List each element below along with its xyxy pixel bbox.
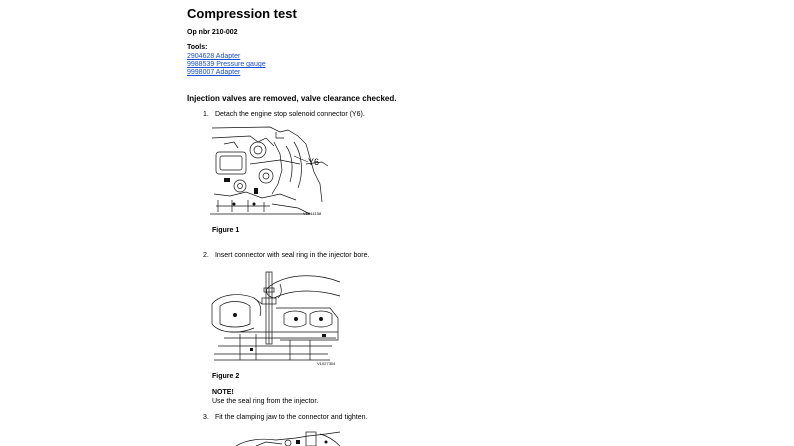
figure-1-caption: Figure 1 bbox=[212, 227, 240, 234]
op-number: Op nbr 210-002 bbox=[187, 29, 238, 36]
step-1 bbox=[203, 111, 365, 118]
step-2-number: 2. bbox=[203, 252, 209, 259]
figure-1-code: V1044158 bbox=[303, 211, 322, 216]
tool-link-adapter-2904628[interactable]: 2904628 Adapter bbox=[187, 53, 241, 60]
tool-link-adapter-9998007[interactable]: 9998007 Adapter bbox=[187, 69, 241, 76]
note-label: NOTE! bbox=[212, 389, 234, 396]
intro-text: Injection valves are removed, valve clearance checked. bbox=[187, 94, 397, 103]
page-title: Compression test bbox=[187, 6, 297, 21]
step-3 bbox=[203, 414, 368, 421]
step-2-text: Insert connector with seal ring in the injector bore. bbox=[214, 252, 370, 259]
note-text: Use the seal ring from the injector. bbox=[212, 398, 319, 405]
step-2 bbox=[203, 252, 369, 259]
step-1-text: Detach the engine stop solenoid connector (Y6). bbox=[214, 111, 365, 118]
step-3-text: Fit the clamping jaw to the connector and tighten. bbox=[214, 414, 368, 421]
figure-2-illustration bbox=[210, 268, 342, 368]
step-3-number: 3. bbox=[203, 414, 209, 421]
figure-2-caption: Figure 2 bbox=[212, 373, 240, 380]
figure-1-illustration bbox=[210, 124, 338, 219]
figure-1-callout-label: Y6 bbox=[308, 157, 320, 167]
step-1-number: 1. bbox=[203, 111, 209, 118]
tools-heading: Tools: bbox=[187, 44, 208, 51]
figure-2-code: V1027304 bbox=[317, 361, 336, 366]
figure-3-illustration bbox=[236, 430, 346, 446]
tool-link-pressure-gauge[interactable]: 9988539 Pressure gauge bbox=[187, 61, 266, 68]
